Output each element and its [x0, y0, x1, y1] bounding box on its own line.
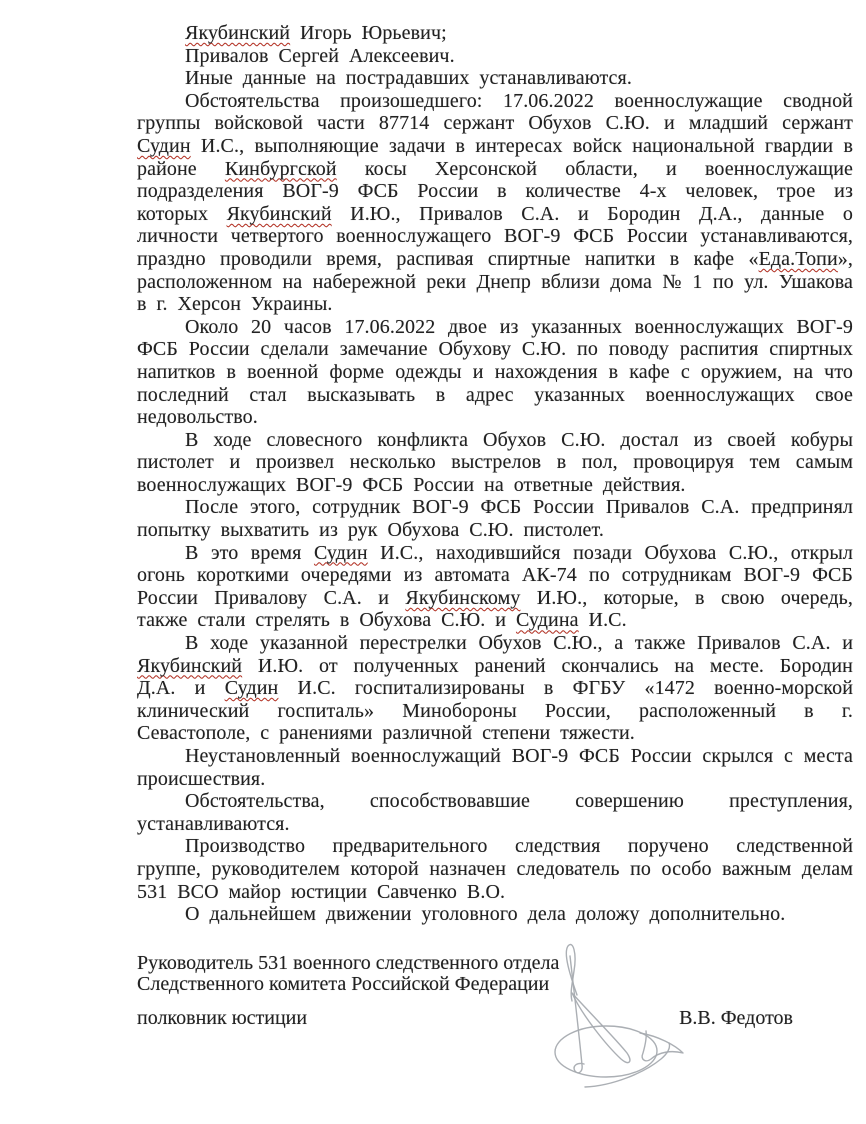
spellcheck-underlined-word: Судин — [313, 541, 368, 564]
paragraph — [137, 496, 853, 541]
signer-name: В.В. Федотов — [679, 1007, 793, 1029]
spellcheck-underlined-word: Судин — [224, 677, 279, 700]
paragraph — [137, 632, 853, 745]
text-segment: И.С., находившийся позади Обухова С.Ю., открыл огонь короткими очередями из автомата АК-74 по сотрудникам ВОГ-9 ФСБ России Привалову С.А. и — [137, 541, 853, 609]
spellcheck-underlined-word: Якубинский — [137, 654, 243, 677]
text-segment: Обстоятельства произошедшего: 17.06.2022 военнослужащие сводной группы войсковой части 87714 сержант Обухов С.Ю. и младший сержант — [137, 89, 853, 135]
text-segment: И.С. — [578, 609, 627, 632]
paragraph — [137, 790, 853, 835]
text-segment: косы Херсонской области, и военнослужащие подразделения ВОГ-9 ФСБ России в количестве 4-х человек, трое из которых — [137, 157, 853, 225]
text-segment: Неустановленный военнослужащий ВОГ-9 ФСБ России скрылся с места происшествия. — [137, 745, 853, 790]
spellcheck-underlined-word: Якубинскому — [405, 586, 521, 609]
signature-block — [137, 953, 793, 1029]
paragraph — [137, 835, 853, 903]
paragraph — [137, 22, 853, 45]
spellcheck-underlined-word: Кинбургской — [224, 157, 337, 180]
spellcheck-underlined-word: Судина — [515, 609, 579, 632]
text-segment: В это время — [185, 541, 314, 564]
signer-position-line-2: Следственного комитета Российской Федерации — [137, 973, 550, 995]
paragraph — [137, 429, 853, 497]
paragraph — [137, 67, 853, 90]
spellcheck-underlined-word: Якубинский — [185, 22, 291, 44]
spellcheck-underlined-word: Судин — [137, 134, 191, 157]
text-segment: И.Ю., которые, в свою очередь, также стали стрелять в Обухова С.Ю. и — [137, 586, 853, 632]
text-segment: », расположенном на набережной реки Днепр вблизи дома № 1 по ул. Ушакова в г. Херсон Украины. — [137, 247, 853, 316]
text-segment: И.Ю., Привалов С.А. и Бородин Д.А., данные о личности четвертого военнослужащего ВОГ-9 ФСБ России устанавливаются, праздно проводили время, распивая спиртные напитки в кафе « — [137, 202, 853, 270]
text-segment: После этого, сотрудник ВОГ-9 ФСБ России Привалов С.А. предпринял попытку выхватить из рук Обухова С.Ю. пистолет. — [137, 496, 853, 542]
text-segment: Производство предварительного следствия поручено следственной группе, руководителем которой назначен следователь по особо важным делам 531 ВСО майор юстиции Савченко В.О. — [137, 835, 853, 903]
paragraph — [137, 745, 853, 790]
paragraph — [137, 90, 853, 316]
text-segment: Иные данные на пострадавших устанавливаются. — [185, 67, 632, 90]
paragraph — [137, 542, 853, 632]
paragraph — [137, 45, 853, 68]
text-segment: В ходе словесного конфликта Обухов С.Ю. достал из своей кобуры пистолет и произвел несколько выстрелов в пол, провоцируя тем самым военнослужащих ВОГ-9 ФСБ России на ответные действия. — [137, 428, 853, 496]
signer-position-line-1: Руководитель 531 военного следственного отдела — [137, 952, 560, 974]
signer-rank: полковник юстиции — [137, 1007, 308, 1029]
paragraph — [137, 316, 853, 429]
text-segment: Привалов Сергей Алексеевич. — [185, 44, 455, 67]
text-segment: Игорь Юрьевич; — [290, 22, 447, 44]
spellcheck-underlined-word: Еда.Топи — [758, 247, 838, 270]
text-segment: В ходе указанной перестрелки Обухов С.Ю., а также Привалов С.А. и — [185, 632, 853, 655]
text-segment: И.С., выполняющие задачи в интересах войск национальной гвардии в районе — [137, 134, 853, 180]
text-segment: О дальнейшем движении уголовного дела доложу дополнительно. — [185, 903, 786, 926]
signature-row — [137, 1008, 793, 1029]
paragraph — [137, 903, 853, 926]
document-body — [137, 22, 853, 926]
text-segment: И.С. госпитализированы в ФГБУ «1472 военно-морской клинический госпиталь» Минобороны России, расположенный в г. Севастополе, с ранениями различной степени тяжести. — [137, 677, 853, 745]
text-segment: Около 20 часов 17.06.2022 двое из указанных военнослужащих ВОГ-9 ФСБ России сделали замечание Обухову С.Ю. по поводу распития спиртных напитков в военной форме одежды и нахождения в кафе с оружием, на что последний стал высказывать в адрес указанных военнослужащих свое недовольство. — [137, 315, 853, 429]
text-segment: Обстоятельства, способствовавшие совершению преступления, устанавливаются. — [137, 790, 853, 835]
text-segment: И.Ю. от полученных ранений скончались на месте. Бородин Д.А. и — [137, 654, 853, 700]
spellcheck-underlined-word: Якубинский — [226, 202, 332, 225]
